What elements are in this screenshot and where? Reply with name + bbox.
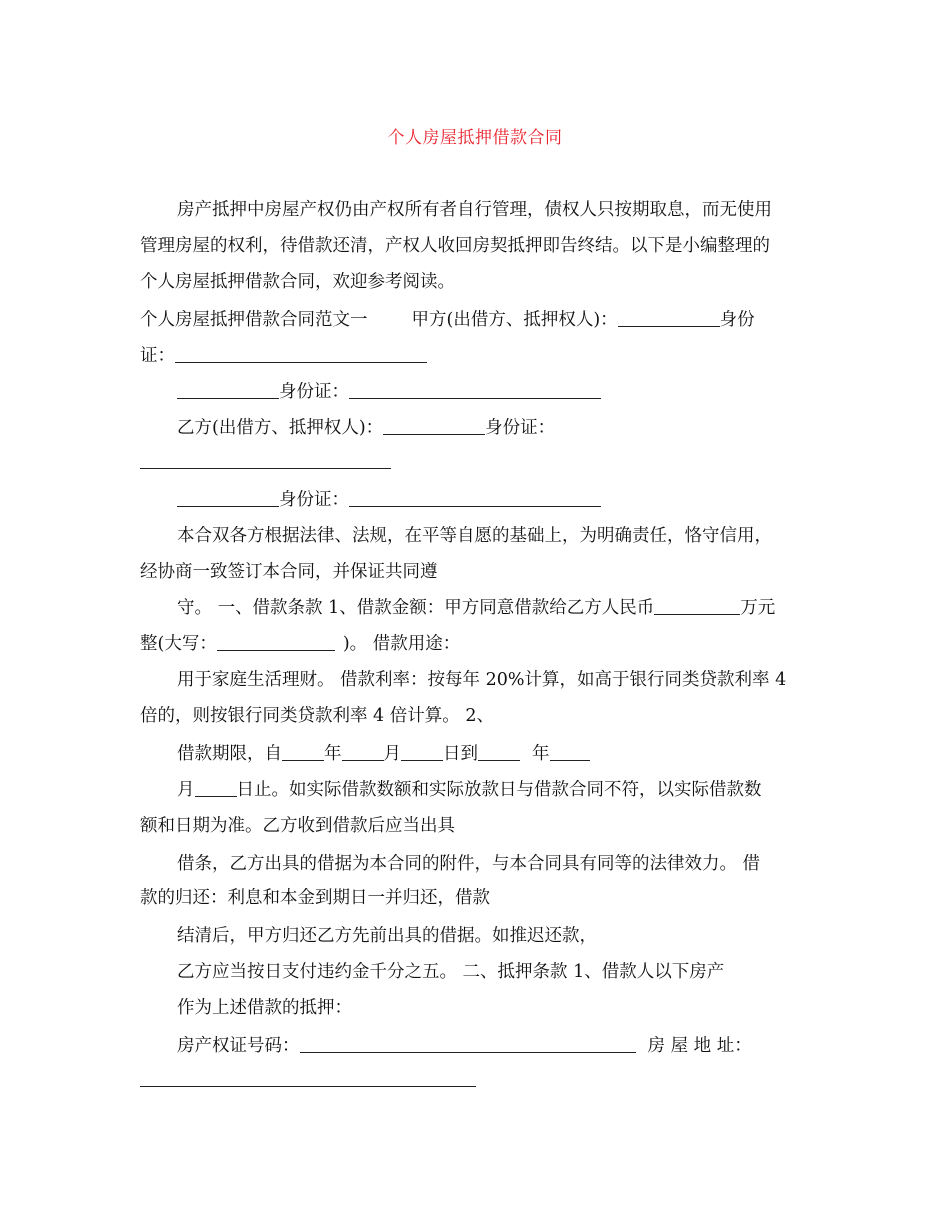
end-day-blank [195, 778, 237, 802]
end-month-label: 月 [177, 780, 195, 800]
loan-amount-line [177, 596, 775, 620]
property-line [177, 1034, 752, 1058]
party-a-id-line [140, 344, 427, 368]
party-a-id-blank [175, 344, 427, 368]
contract-heading: 个人房屋抵押借款合同范文一 [140, 310, 368, 330]
party-a-id-label: 身份 [719, 310, 755, 330]
end-month-blank-start [550, 742, 590, 766]
intro-line-1: 房产抵押中房屋产权仍由产权所有者自行管理，债权人只按期取息，而无使用 [177, 200, 772, 220]
party-a-line [140, 308, 755, 332]
body-line-1: 本合双各方根据法律、法规，在平等自愿的基础上，为明确责任，恪守信用， [177, 526, 772, 546]
loan-term-rest: 日止。如实际借款数额和实际放款日与借款合同不符，以实际借款数 [236, 780, 762, 800]
body-line-collateral: 作为上述借款的抵押： [177, 998, 352, 1018]
body-line-2: 经协商一致签订本合同，并保证共同遵 [140, 562, 438, 582]
end-year-label: 年 [532, 744, 550, 764]
loan-amount-words-line [140, 632, 460, 656]
loan-unit: 万元 [740, 598, 776, 618]
body-line-interest-2: 倍的，则按银行同类贷款利率 4 倍计算。 2、 [140, 706, 494, 726]
property-cert-blank [300, 1034, 636, 1058]
party-b-second-name-blank [177, 488, 279, 512]
property-cert-label: 房产权证号码： [177, 1036, 300, 1056]
loan-amount-blank [654, 596, 740, 620]
start-year-blank [282, 742, 324, 766]
loan-words-label: 整(大写： [140, 634, 217, 654]
party-a-second-id-label: 身份证： [279, 382, 349, 402]
body-line-iou-2: 款的归还：利息和本金到期日一并归还，借款 [140, 888, 490, 908]
loan-term-label: 借款期限，自 [177, 744, 282, 764]
party-b-label: 乙方(出借方、抵押权人)： [177, 418, 384, 438]
start-month-label: 月 [383, 744, 401, 764]
start-day-label: 日到 [443, 744, 478, 764]
body-line-receipt: 额和日期为准。乙方收到借款后应当出具 [140, 816, 455, 836]
end-year-blank [478, 742, 520, 766]
body-line-settle: 结清后，甲方归还乙方先前出具的借据。如推迟还款， [177, 926, 597, 946]
body-line-interest-1: 用于家庭生活理财。 借款利率：按每年 20%计算，如高于银行同类贷款利率 4 [177, 670, 787, 690]
party-b-line [177, 416, 555, 440]
party-a-label: 甲方(出借方、抵押权人)： [411, 310, 618, 330]
start-year-label: 年 [324, 744, 342, 764]
party-b-second-id-label: 身份证： [279, 490, 349, 510]
loan-term-line [177, 742, 590, 766]
intro-line-3: 个人房屋抵押借款合同，欢迎参考阅读。 [140, 272, 455, 292]
document-title: 个人房屋抵押借款合同 [387, 128, 563, 148]
property-address-label: 房 屋 地 址： [647, 1036, 752, 1056]
body-line-iou-1: 借条，乙方出具的借据为本合同的附件，与本合同具有同等的法律效力。 借 [177, 854, 761, 874]
start-month-blank [342, 742, 384, 766]
party-b-name-blank [383, 416, 485, 440]
party-b-second-id-blank [349, 488, 601, 512]
party-a-second-id-blank [349, 380, 601, 404]
party-a-second-name-blank [177, 380, 279, 404]
party-a-second-line [177, 380, 601, 404]
party-a-name-blank [618, 308, 720, 332]
body-line-penalty: 乙方应当按日支付违约金千分之五。 二、抵押条款 1、借款人以下房产 [177, 962, 725, 982]
start-day-blank [401, 742, 443, 766]
party-b-id-label: 身份证： [485, 418, 556, 438]
loan-amount-text: 守。 一、借款条款 1、借款金额：甲方同意借款给乙方人民币 [177, 598, 655, 618]
party-b-id-blank [140, 468, 391, 469]
party-a-id-label-cont: 证： [140, 346, 175, 366]
loan-term-line-2 [177, 778, 762, 802]
loan-purpose-label: )。 借款用途： [342, 634, 461, 654]
loan-words-blank [217, 632, 335, 656]
party-b-second-line [177, 488, 601, 512]
property-address-blank [140, 1086, 476, 1087]
intro-line-2: 管理房屋的权利，待借款还清，产权人收回房契抵押即告终结。以下是小编整理的 [140, 236, 770, 256]
